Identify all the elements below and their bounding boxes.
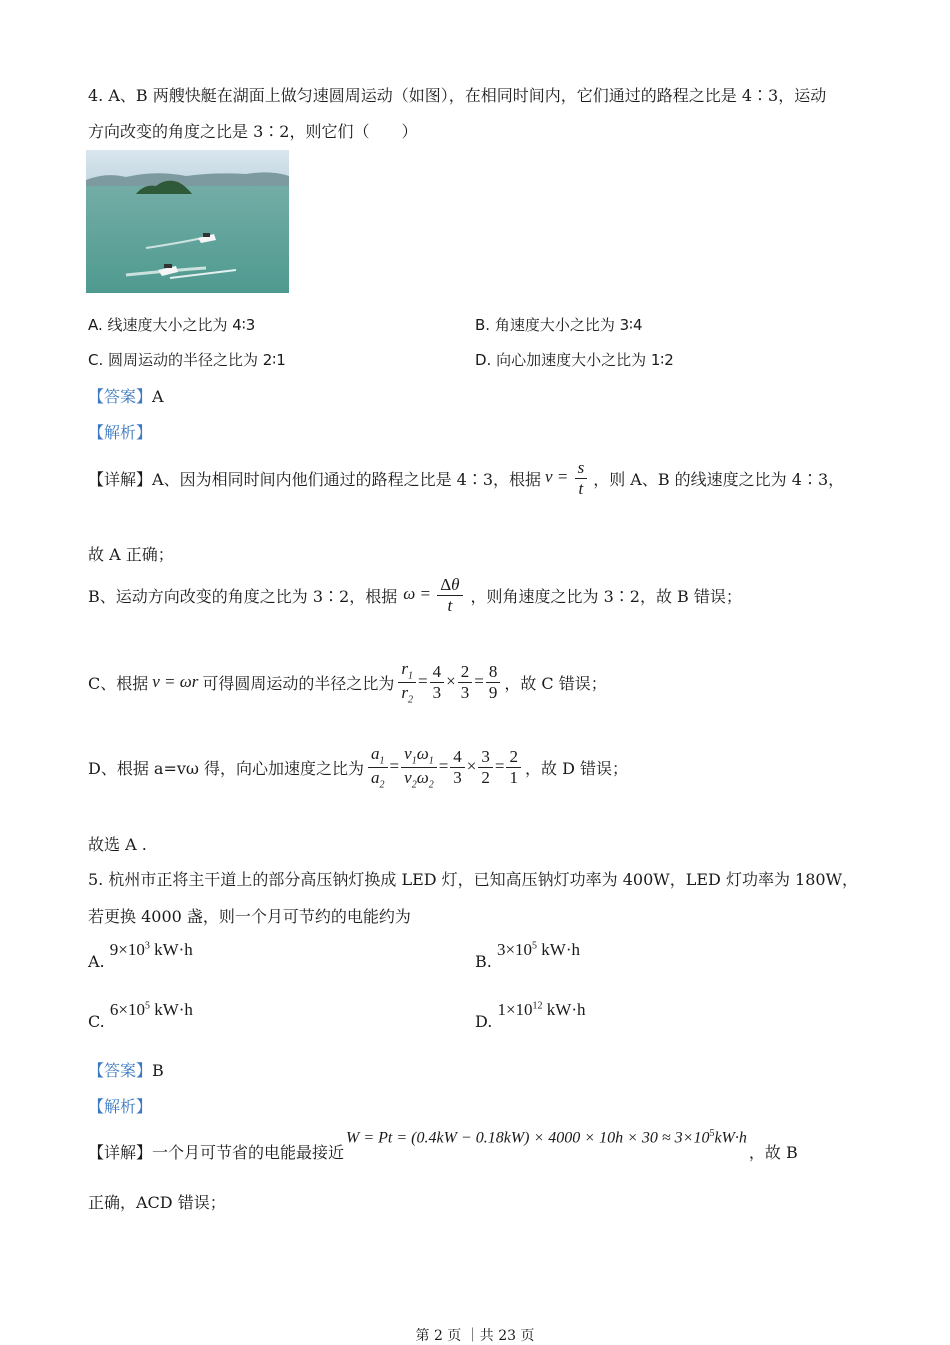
q5-detail-end: 正确，ACD 错误； <box>88 1193 226 1212</box>
lake-speedboat-photo <box>86 150 289 293</box>
q4-option-c: C. 圆周运动的半径之比为 2∶1 <box>88 351 286 369</box>
formula-v-omega-r: v = ωr <box>152 672 199 692</box>
q4-option-d: D. 向心加速度大小之比为 1∶2 <box>475 351 674 369</box>
formula-radius-ratio: $\frac{r_1}{r_2}$ = $\frac{4}{3}$ × $\frac{2}{3}$ = $\frac{8}{9}$ <box>396 659 502 706</box>
q5-stem-line2: 若更换 4000 盏，则一个月可节约的电能约为 <box>88 907 411 926</box>
q4-stem-line2: 方向改变的角度之比是 3∶2，则它们（ ） <box>88 122 418 141</box>
q5-answer: B <box>152 1061 164 1080</box>
formula-omega: ω = $\frac{\Delta\theta}{t}$ <box>403 575 464 615</box>
q4-conclusion: 故选 A . <box>88 835 147 854</box>
formula-v-s-t: v = $\frac{s}{t}$ <box>545 458 589 498</box>
page-footer: 第 2 页 ｜共 23 页 <box>415 1328 535 1344</box>
formula-energy-saved: $W = Pt = (0.4kW - 0.18kW) \times 4000 \times 10h \times 30 \approx 3\times 10^5kW\cdot h$ <box>346 1128 747 1147</box>
q4-answer-line <box>88 384 164 407</box>
q4-answer: A <box>152 387 164 406</box>
detail-tag: 【详解】 <box>88 469 153 489</box>
formula-accel-ratio: $\frac{a_1}{a_2}$ = $\frac{v_1\omega_1}{v_2\omega_2}$ = $\frac{4}{3}$ × $\frac{3}{2}$ = $\frac{2}{1}$ <box>366 744 523 791</box>
q5-option-b: B. $3\times 10^5$ kW·h <box>475 940 580 971</box>
q4-detail-a: 【详解】 A、因为相同时间内他们通过的路程之比是 4∶3，根据 v = $\frac{s}{t}$ ，则 A、B 的线速度之比为 4∶3， <box>88 458 845 498</box>
q5-option-d: D. $1\times 10^{12}$ kW·h <box>475 1000 586 1031</box>
q5-option-a: A. $9\times 10^3$ kW·h <box>88 940 193 971</box>
q4-detail-a-end: 故 A 正确； <box>88 545 174 564</box>
q4-analysis-tag: 【解析】 <box>88 423 153 442</box>
q4-detail-b: B、运动方向改变的角度之比为 3∶2，根据 ω = $\frac{\Delta\theta}{t}$ ，则角速度之比为 3∶2，故 B 错误； <box>88 575 742 615</box>
q5-answer-line: 【答案】B <box>88 1061 164 1080</box>
q4-detail-c: C、根据 v = ωr 可得圆周运动的半径之比为 $\frac{r_1}{r_2}$ = $\frac{4}{3}$ × $\frac{2}{3}$ = $\frac{8}{9}$ ，故 C 错误； <box>88 659 607 706</box>
answer-tag: 【答案】 <box>88 387 153 406</box>
q5-stem-line1: 5. 杭州市正将主干道上的部分高压钠灯换成 LED 灯，已知高压钠灯功率为 400W，LED 灯功率为 180W， <box>88 870 859 889</box>
q5-option-c: C. $6\times 10^5$ kW·h <box>88 1000 193 1031</box>
q4-stem-line1: 4. A、B 两艘快艇在湖面上做匀速圆周运动（如图），在相同时间内，它们通过的路程之比是 4∶3，运动 <box>88 86 827 105</box>
q4-detail-d: D、根据 a=vω 得，向心加速度之比为 $\frac{a_1}{a_2}$ = $\frac{v_1\omega_1}{v_2\omega_2}$ = $\frac{4}{3}$ × $\frac{3}{2}$ = $\frac{2}{1}$ ，故 D 错误； <box>88 744 628 791</box>
q4-option-b: B. 角速度大小之比为 3∶4 <box>475 316 643 334</box>
q5-detail: 【详解】 一个月可节省的电能最接近 $W = Pt = (0.4kW - 0.18kW) \times 4000 \times 10h \times 30 \approx 3\times 10^5kW\cdot h$ ，故 B <box>88 1128 798 1162</box>
q4-option-a: A. 线速度大小之比为 4∶3 <box>88 316 256 334</box>
q5-analysis-tag: 【解析】 <box>88 1097 153 1116</box>
